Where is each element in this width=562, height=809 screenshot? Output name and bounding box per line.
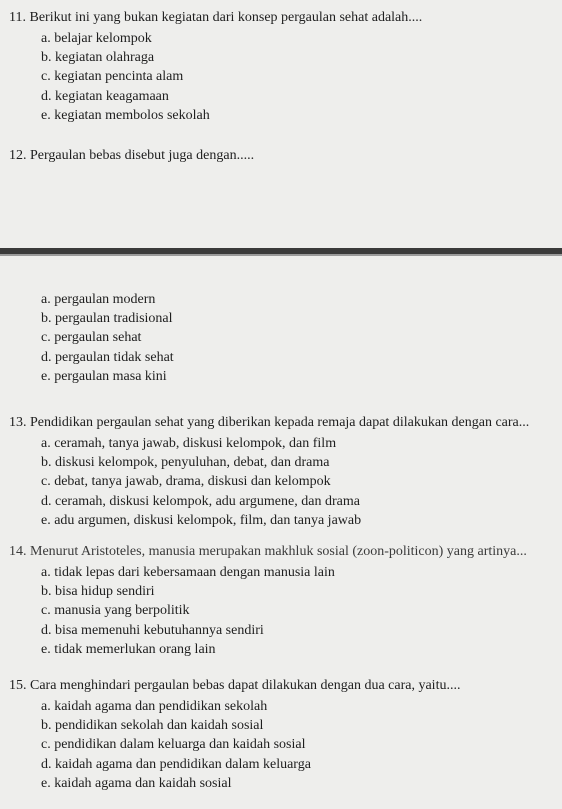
question-prompt: Cara menghindari pergaulan bebas dapat dilakukan dengan dua cara, yaitu.... [30, 678, 461, 693]
question-number: 11. [9, 10, 26, 25]
option-c: c. pergaulan sehat [41, 330, 142, 346]
option-list [41, 434, 361, 530]
option-e: e. kegiatan membolos sekolah [41, 107, 210, 123]
option-e: e. tidak memerlukan orang lain [41, 641, 216, 657]
option-list [41, 697, 311, 793]
question-text [9, 414, 529, 432]
option-c: c. debat, tanya jawab, drama, diskusi dan kelompok [41, 474, 331, 490]
option-e: e. adu argumen, diskusi kelompok, film, dan tanya jawab [41, 512, 362, 528]
question-number: 12. [9, 148, 27, 163]
option-d: d. kaidah agama dan pendidikan dalam keluarga [41, 756, 311, 772]
page-divider-shadow [0, 254, 562, 256]
option-b: b. pergaulan tradisional [41, 311, 173, 327]
option-b: b. pendidikan sekolah dan kaidah sosial [41, 718, 264, 734]
option-c: c. manusia yang berpolitik [41, 603, 190, 619]
option-d: d. ceramah, diskusi kelompok, adu argumene, dan drama [41, 493, 360, 509]
question-text [9, 147, 254, 165]
question-text [9, 9, 422, 27]
option-d: d. bisa memenuhi kebutuhannya sendiri [41, 622, 264, 638]
option-list [41, 29, 210, 125]
question-number: 14. [9, 544, 27, 559]
option-b: b. bisa hidup sendiri [41, 584, 155, 600]
option-e: e. pergaulan masa kini [41, 368, 167, 384]
option-c: c. pendidikan dalam keluarga dan kaidah sosial [41, 737, 306, 753]
option-e: e. kaidah agama dan kaidah sosial [41, 775, 232, 791]
option-a: a. ceramah, tanya jawab, diskusi kelompok, dan film [41, 436, 337, 451]
option-d: d. kegiatan keagamaan [41, 88, 169, 104]
question-text [9, 677, 460, 695]
option-list [41, 290, 174, 386]
question-prompt: Pendidikan pergaulan sehat yang diberikan kepada remaja dapat dilakukan dengan cara... [30, 415, 530, 430]
option-a: a. belajar kelompok [41, 31, 152, 46]
option-b: b. kegiatan olahraga [41, 50, 155, 66]
option-d: d. pergaulan tidak sehat [41, 349, 174, 365]
question-text [9, 543, 527, 561]
option-c: c. kegiatan pencinta alam [41, 69, 184, 85]
option-a: a. tidak lepas dari kebersamaan dengan manusia lain [41, 565, 335, 580]
question-number: 13. [9, 415, 27, 430]
option-b: b. diskusi kelompok, penyuluhan, debat, dan drama [41, 455, 330, 471]
question-prompt: Pergaulan bebas disebut juga dengan..... [30, 148, 255, 163]
question-prompt: Menurut Aristoteles, manusia merupakan makhluk sosial (zoon-politicon) yang artinya... [30, 544, 527, 559]
question-number: 15. [9, 678, 27, 693]
option-a: a. kaidah agama dan pendidikan sekolah [41, 699, 268, 714]
option-a: a. pergaulan modern [41, 292, 156, 307]
question-prompt: Berikut ini yang bukan kegiatan dari konsep pergaulan sehat adalah.... [29, 10, 423, 25]
option-list [41, 563, 335, 659]
